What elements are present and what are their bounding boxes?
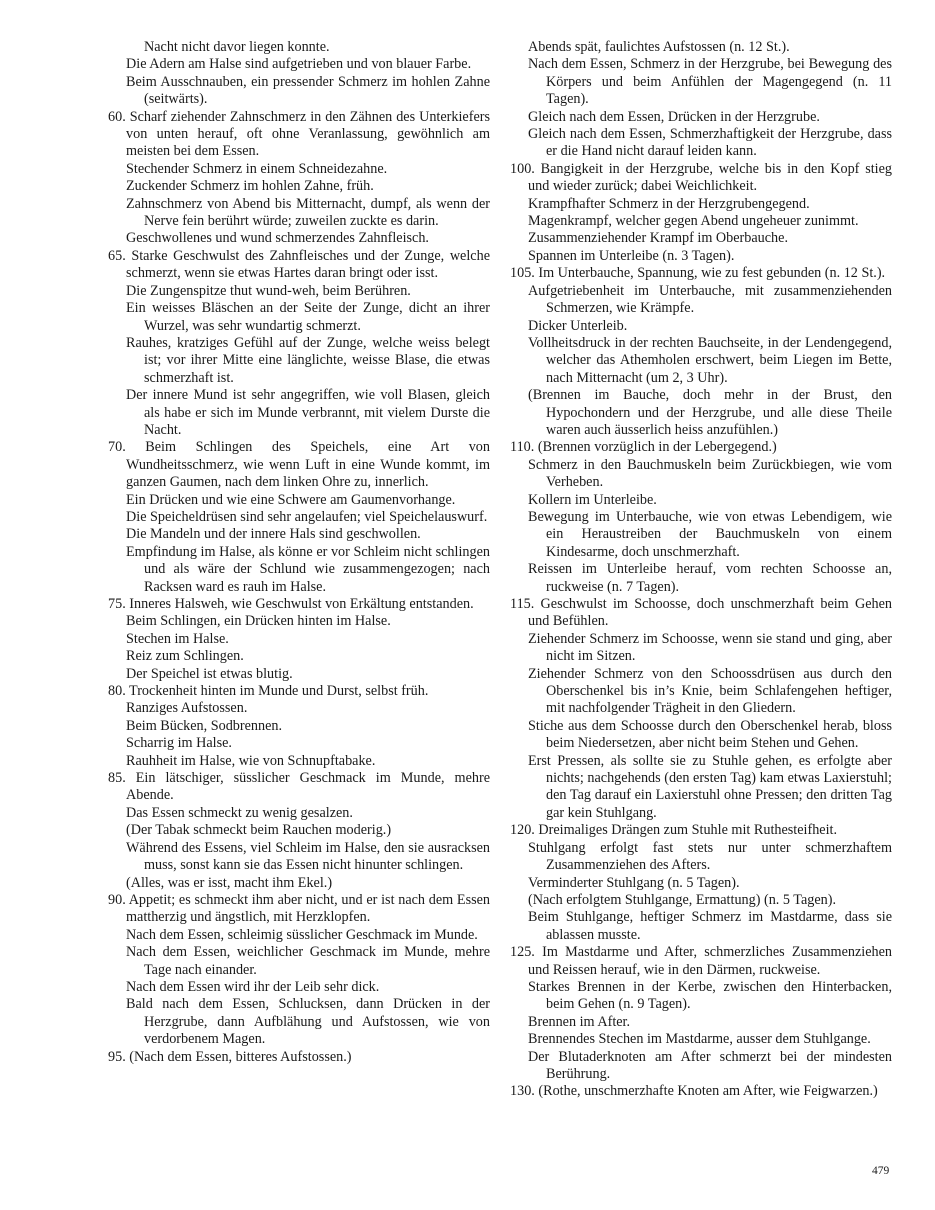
entry [108, 509, 490, 526]
entry [510, 666, 892, 718]
entry-text: Geschwulst im Schoosse, doch unschmerzhaft beim Gehen und Befühlen. [528, 596, 892, 630]
entry [510, 561, 892, 596]
entry [108, 161, 490, 178]
entry [510, 39, 892, 56]
entry-text: Rauhheit im Halse, wie von Schnupftabake. [126, 752, 376, 769]
entry-text: Erst Pressen, als sollte sie zu Stuhle gehen, es erfolgte aber nichts; nachgehends (den ersten Tag) kam etwas Laxierstuhl; den Tag darauf ein Laxierstuhl ohne Pressen; den dritten Tag gar kein Stuhlgang. [528, 752, 892, 821]
entry-text: Verminderter Stuhlgang (n. 5 Tagen). [528, 874, 740, 891]
entry-text: Abends spät, faulichtes Aufstossen (n. 12 St.). [528, 39, 790, 55]
entry [108, 283, 490, 300]
entry-text: Magenkrampf, welcher gegen Abend ungeheuer zunimmt. [528, 213, 859, 230]
entry [108, 822, 490, 839]
numbered-entry [510, 161, 892, 196]
entry [510, 109, 892, 126]
entry-text: Beim Stuhlgange, heftiger Schmerz im Mastdarme, dass sie ablassen musste. [528, 909, 892, 943]
entry [108, 178, 490, 195]
entry [108, 840, 490, 875]
entry-text: Spannen im Unterleibe (n. 3 Tagen). [528, 247, 735, 264]
entry-number: 90. [108, 891, 129, 908]
entry-number: 105. [510, 265, 539, 282]
entry-text: Ziehender Schmerz im Schoosse, wenn sie stand und ging, aber nicht im Sitzen. [528, 630, 892, 665]
entry-text: Geschwollenes und wund schmerzendes Zahnfleisch. [126, 230, 429, 247]
entry-text: (Brennen vorzüglich in der Lebergegend.) [537, 439, 777, 456]
entry [108, 700, 490, 717]
numbered-entry [510, 265, 892, 282]
numbered-entry [108, 892, 490, 927]
entry [108, 805, 490, 822]
entry-text: Ranziges Aufstossen. [126, 700, 248, 717]
entry-text: Aufgetriebenheit im Unterbauche, mit zusammenziehenden Schmerzen, wie Krämpfe. [528, 282, 892, 317]
entry [108, 544, 490, 596]
entry-text: Im Unterbauche, Spannung, wie zu fest gebunden (n. 12 St.). [538, 265, 886, 282]
entry-number: 80. [108, 683, 130, 700]
entry-number: 130. [510, 1083, 539, 1100]
entry-text: Scharrig im Halse. [126, 735, 232, 752]
entry [510, 318, 892, 335]
entry [510, 875, 892, 892]
entry-number: 65. [108, 247, 132, 264]
entry-number: 115. [510, 596, 541, 612]
entry [510, 892, 892, 909]
entry-number: 60. [108, 108, 130, 125]
numbered-entry [510, 944, 892, 979]
entry [510, 56, 892, 108]
entry [510, 126, 892, 161]
entry-number: 75. [108, 596, 130, 612]
numbered-entry [108, 109, 490, 161]
entry-text: Dicker Unterleib. [528, 317, 628, 334]
entry-text: Beim Bücken, Sodbrennen. [126, 717, 283, 734]
entry-number: 85. [108, 770, 136, 787]
entry [108, 492, 490, 509]
entry [108, 300, 490, 335]
entry-text: Reiz zum Schlingen. [126, 648, 244, 665]
entry-text: Die Speicheldrüsen sind sehr angelaufen; viel Speichelauswurf. [126, 508, 488, 525]
entry [510, 248, 892, 265]
entry-text: Gleich nach dem Essen, Drücken in der Herzgrube. [528, 108, 820, 125]
entry-text: Beim Schlingen des Speichels, eine Art von Wundheitsschmerz, wie wenn Luft in eine Wunde kommt, im ganzen Gaumen, nach dem linken Ohre zu, innerlich. [126, 439, 490, 491]
entry-text: Ziehender Schmerz von den Schoossdrüsen aus durch den Oberschenkel bis in’s Knie, beim Schlafengehen heftiger, mit nachfolgender Trägheit in den Gliedern. [528, 665, 892, 717]
entry-text: Brennendes Stechen im Mastdarme, ausser dem Stuhlgange. [528, 1031, 871, 1048]
entry-text: Nacht nicht davor liegen konnte. [144, 39, 330, 55]
entry-number: 70. [108, 439, 146, 456]
entry-text: Während des Essens, viel Schleim im Halse, den sie ausracksen muss, sonst kann sie das Essen nicht hinunter schlingen. [126, 839, 490, 874]
entry [510, 213, 892, 230]
entry-text: (Der Tabak schmeckt beim Rauchen moderig.) [126, 822, 392, 839]
entry-text: Rauhes, kratziges Gefühl auf der Zunge, welche weiss belegt ist; vor ihrer Mitte eine länglichte, weisse Blase, die etwas schmerzhaft ist. [126, 334, 490, 386]
entry [510, 909, 892, 944]
entry-text: Vollheitsdruck in der rechten Bauchseite, in der Lendengegend, welcher das Athemholen erschwert, beim Liegen im Bette, nach Mitternacht (um 2, 3 Uhr). [528, 334, 892, 386]
entry-text: (Nach dem Essen, bitteres Aufstossen.) [129, 1048, 352, 1065]
entry-text: Stiche aus dem Schoosse durch den Oberschenkel herab, bloss beim Niedersetzen, aber nicht beim Stehen und Gehen. [528, 717, 892, 752]
entry-text: Stechen im Halse. [126, 630, 229, 647]
entry [108, 196, 490, 231]
entry [108, 613, 490, 630]
entry [510, 283, 892, 318]
entry-text: Die Zungenspitze thut wund-weh, beim Berühren. [126, 282, 411, 299]
entry [108, 230, 490, 247]
entry [108, 875, 490, 892]
entry [510, 492, 892, 509]
entry [510, 979, 892, 1014]
entry [510, 335, 892, 387]
numbered-entry [108, 683, 490, 700]
entry [510, 631, 892, 666]
entry [108, 735, 490, 752]
entry [108, 979, 490, 996]
entry-text: Krampfhafter Schmerz in der Herzgrubengegend. [528, 195, 810, 212]
entry [510, 1014, 892, 1031]
entry-text: Nach dem Essen, weichlicher Geschmack im Munde, mehre Tage nach einander. [126, 944, 490, 978]
entry-text: Ein Drücken und wie eine Schwere am Gaumenvorhange. [126, 491, 456, 508]
entry [510, 753, 892, 823]
entry [108, 996, 490, 1048]
numbered-entry [510, 596, 892, 631]
entry [108, 74, 490, 109]
entry [510, 840, 892, 875]
entry-text: Brennen im After. [528, 1013, 631, 1030]
entry-text: Empfindung im Halse, als könne er vor Schleim nicht schlingen und als wäre der Schlund wie zusammengezogen; nach Racksen ward es rauh im Halse. [126, 543, 490, 595]
entry-text: Starke Geschwulst des Zahnfleisches und der Zunge, welche schmerzt, wenn sie etwas Hartes daran bringt oder isst. [126, 247, 490, 282]
entry-text: Der innere Mund ist sehr angegriffen, wie voll Blasen, gleich als habe er sich im Munde verbrannt, mit vielem Durste die Nacht. [126, 387, 490, 438]
left-column [108, 39, 490, 1066]
entry-text: Beim Ausschnauben, ein pressender Schmerz im hohlen Zahne (seitwärts). [126, 73, 490, 108]
entry-text: Inneres Halsweh, wie Geschwulst von Erkältung entstanden. [129, 596, 474, 612]
entry [108, 39, 490, 56]
entry-text: Zusammenziehender Krampf im Oberbauche. [528, 230, 788, 247]
entry [108, 526, 490, 543]
entry-number: 100. [510, 160, 541, 177]
entry-text: Zahnschmerz von Abend bis Mitternacht, dumpf, als wenn der Nerve fein berührt würde; zuweilen zuckte es darin. [126, 195, 490, 230]
entry-text: Starkes Brennen in der Kerbe, zwischen den Hinterbacken, beim Gehen (n. 9 Tagen). [528, 978, 892, 1013]
entry [108, 927, 490, 944]
entry-text: (Brennen im Bauche, doch mehr in der Brust, den Hypochondern und der Herzgrube, und alle diese Theile waren auch äusserlich heiss anzufühlen.) [528, 387, 892, 438]
entry-text: (Nach erfolgtem Stuhlgange, Ermattung) (n. 5 Tagen). [528, 891, 837, 908]
entry-text: Die Adern am Halse sind aufgetrieben und von blauer Farbe. [126, 56, 472, 73]
numbered-entry [108, 1049, 490, 1066]
entry-text: Beim Schlingen, ein Drücken hinten im Halse. [126, 613, 391, 630]
entry-text: Zuckender Schmerz im hohlen Zahne, früh. [126, 178, 374, 195]
entry [510, 230, 892, 247]
entry-text: Ein weisses Bläschen an der Seite der Zunge, dicht an ihrer Wurzel, was sehr wundartig schmerzt. [126, 300, 490, 334]
numbered-entry [108, 248, 490, 283]
entry [510, 387, 892, 439]
numbered-entry [108, 596, 490, 613]
right-column [510, 39, 892, 1101]
entry-number: 95. [108, 1048, 130, 1065]
entry-text: Ein lätschiger, süsslicher Geschmack im Munde, mehre Abende. [126, 770, 490, 804]
entry-text: Kollern im Unterleibe. [528, 491, 657, 508]
entry-text: Dreimaliges Drängen zum Stuhle mit Ruthesteifheit. [538, 822, 838, 839]
entry [108, 335, 490, 387]
entry [108, 631, 490, 648]
entry [510, 718, 892, 753]
entry-text: Gleich nach dem Essen, Schmerzhaftigkeit der Herzgrube, dass er die Hand nicht darauf leiden kann. [528, 126, 892, 160]
entry-text: Nach dem Essen, schleimig süsslicher Geschmack im Munde. [126, 926, 478, 943]
entry [108, 753, 490, 770]
entry-text: Der Blutaderknoten am After schmerzt bei der mindesten Berührung. [528, 1048, 892, 1082]
entry [108, 666, 490, 683]
entry-text: Stuhlgang erfolgt fast stets nur unter schmerzhaftem Zusammenziehen des Afters. [528, 839, 892, 874]
entry-text: Stechender Schmerz in einem Schneidezahne. [126, 160, 388, 177]
entry-text: Reissen im Unterleibe herauf, vom rechten Schoosse an, ruckweise (n. 7 Tagen). [528, 561, 892, 595]
entry [108, 718, 490, 735]
entry-text: Bangigkeit in der Herzgrube, welche bis in den Kopf stieg und wieder zurück; dabei Weichlichkeit. [528, 160, 893, 195]
entry-text: (Alles, was er isst, macht ihm Ekel.) [126, 874, 333, 891]
numbered-entry [108, 439, 490, 491]
entry [510, 1049, 892, 1084]
entry [108, 944, 490, 979]
entry-number: 125. [510, 944, 543, 961]
entry-text: Nach dem Essen, Schmerz in der Herzgrube, bei Bewegung des Körpers und beim Anfühlen der Magengegend (n. 11 Tagen). [528, 56, 892, 108]
entry-text: Nach dem Essen wird ihr der Leib sehr dick. [126, 978, 380, 995]
entry-text: Scharf ziehender Zahnschmerz in den Zähnen des Unterkiefers von unten herauf, oft ohne Veranlassung, gewöhnlich am meisten bei dem Essen. [126, 108, 490, 160]
entry-text: Im Mastdarme und After, schmerzliches Zusammenziehen und Reissen herauf, wie in den Därmen, ruckweise. [528, 944, 892, 978]
entry-text: Trockenheit hinten im Munde und Durst, selbst früh. [129, 683, 429, 700]
numbered-entry [108, 770, 490, 805]
page-number: 479 [872, 1165, 890, 1177]
entry-text: Das Essen schmeckt zu wenig gesalzen. [126, 804, 353, 821]
entry [510, 457, 892, 492]
entry-text: (Rothe, unschmerzhafte Knoten am After, wie Feigwarzen.) [538, 1083, 878, 1100]
numbered-entry [510, 822, 892, 839]
entry [108, 56, 490, 73]
entry-text: Die Mandeln und der innere Hals sind geschwollen. [126, 526, 421, 543]
entry-text: Bald nach dem Essen, Schlucksen, dann Drücken in der Herzgrube, dann Aufblähung und Aufstossen, wie von verdorbenem Magen. [126, 996, 490, 1048]
entry [108, 387, 490, 439]
numbered-entry [510, 1083, 892, 1100]
entry-text: Der Speichel ist etwas blutig. [126, 665, 293, 682]
entry [510, 196, 892, 213]
entry [510, 509, 892, 561]
entry [108, 648, 490, 665]
entry-text: Appetit; es schmeckt ihm aber nicht, und er ist nach dem Essen mattherzig und ängstlich, mit Herzklopfen. [126, 891, 491, 926]
entry [510, 1031, 892, 1048]
entry-number: 110. [510, 439, 538, 456]
entry-text: Schmerz in den Bauchmuskeln beim Zurückbiegen, wie vom Verheben. [528, 456, 892, 491]
entry-text: Bewegung im Unterbauche, wie von etwas Lebendigem, wie ein Heraustreiben der Bauchmuskeln von einem Kindesarme, doch unschmerzhaft. [528, 508, 892, 560]
numbered-entry [510, 439, 892, 456]
entry-number: 120. [510, 822, 539, 839]
